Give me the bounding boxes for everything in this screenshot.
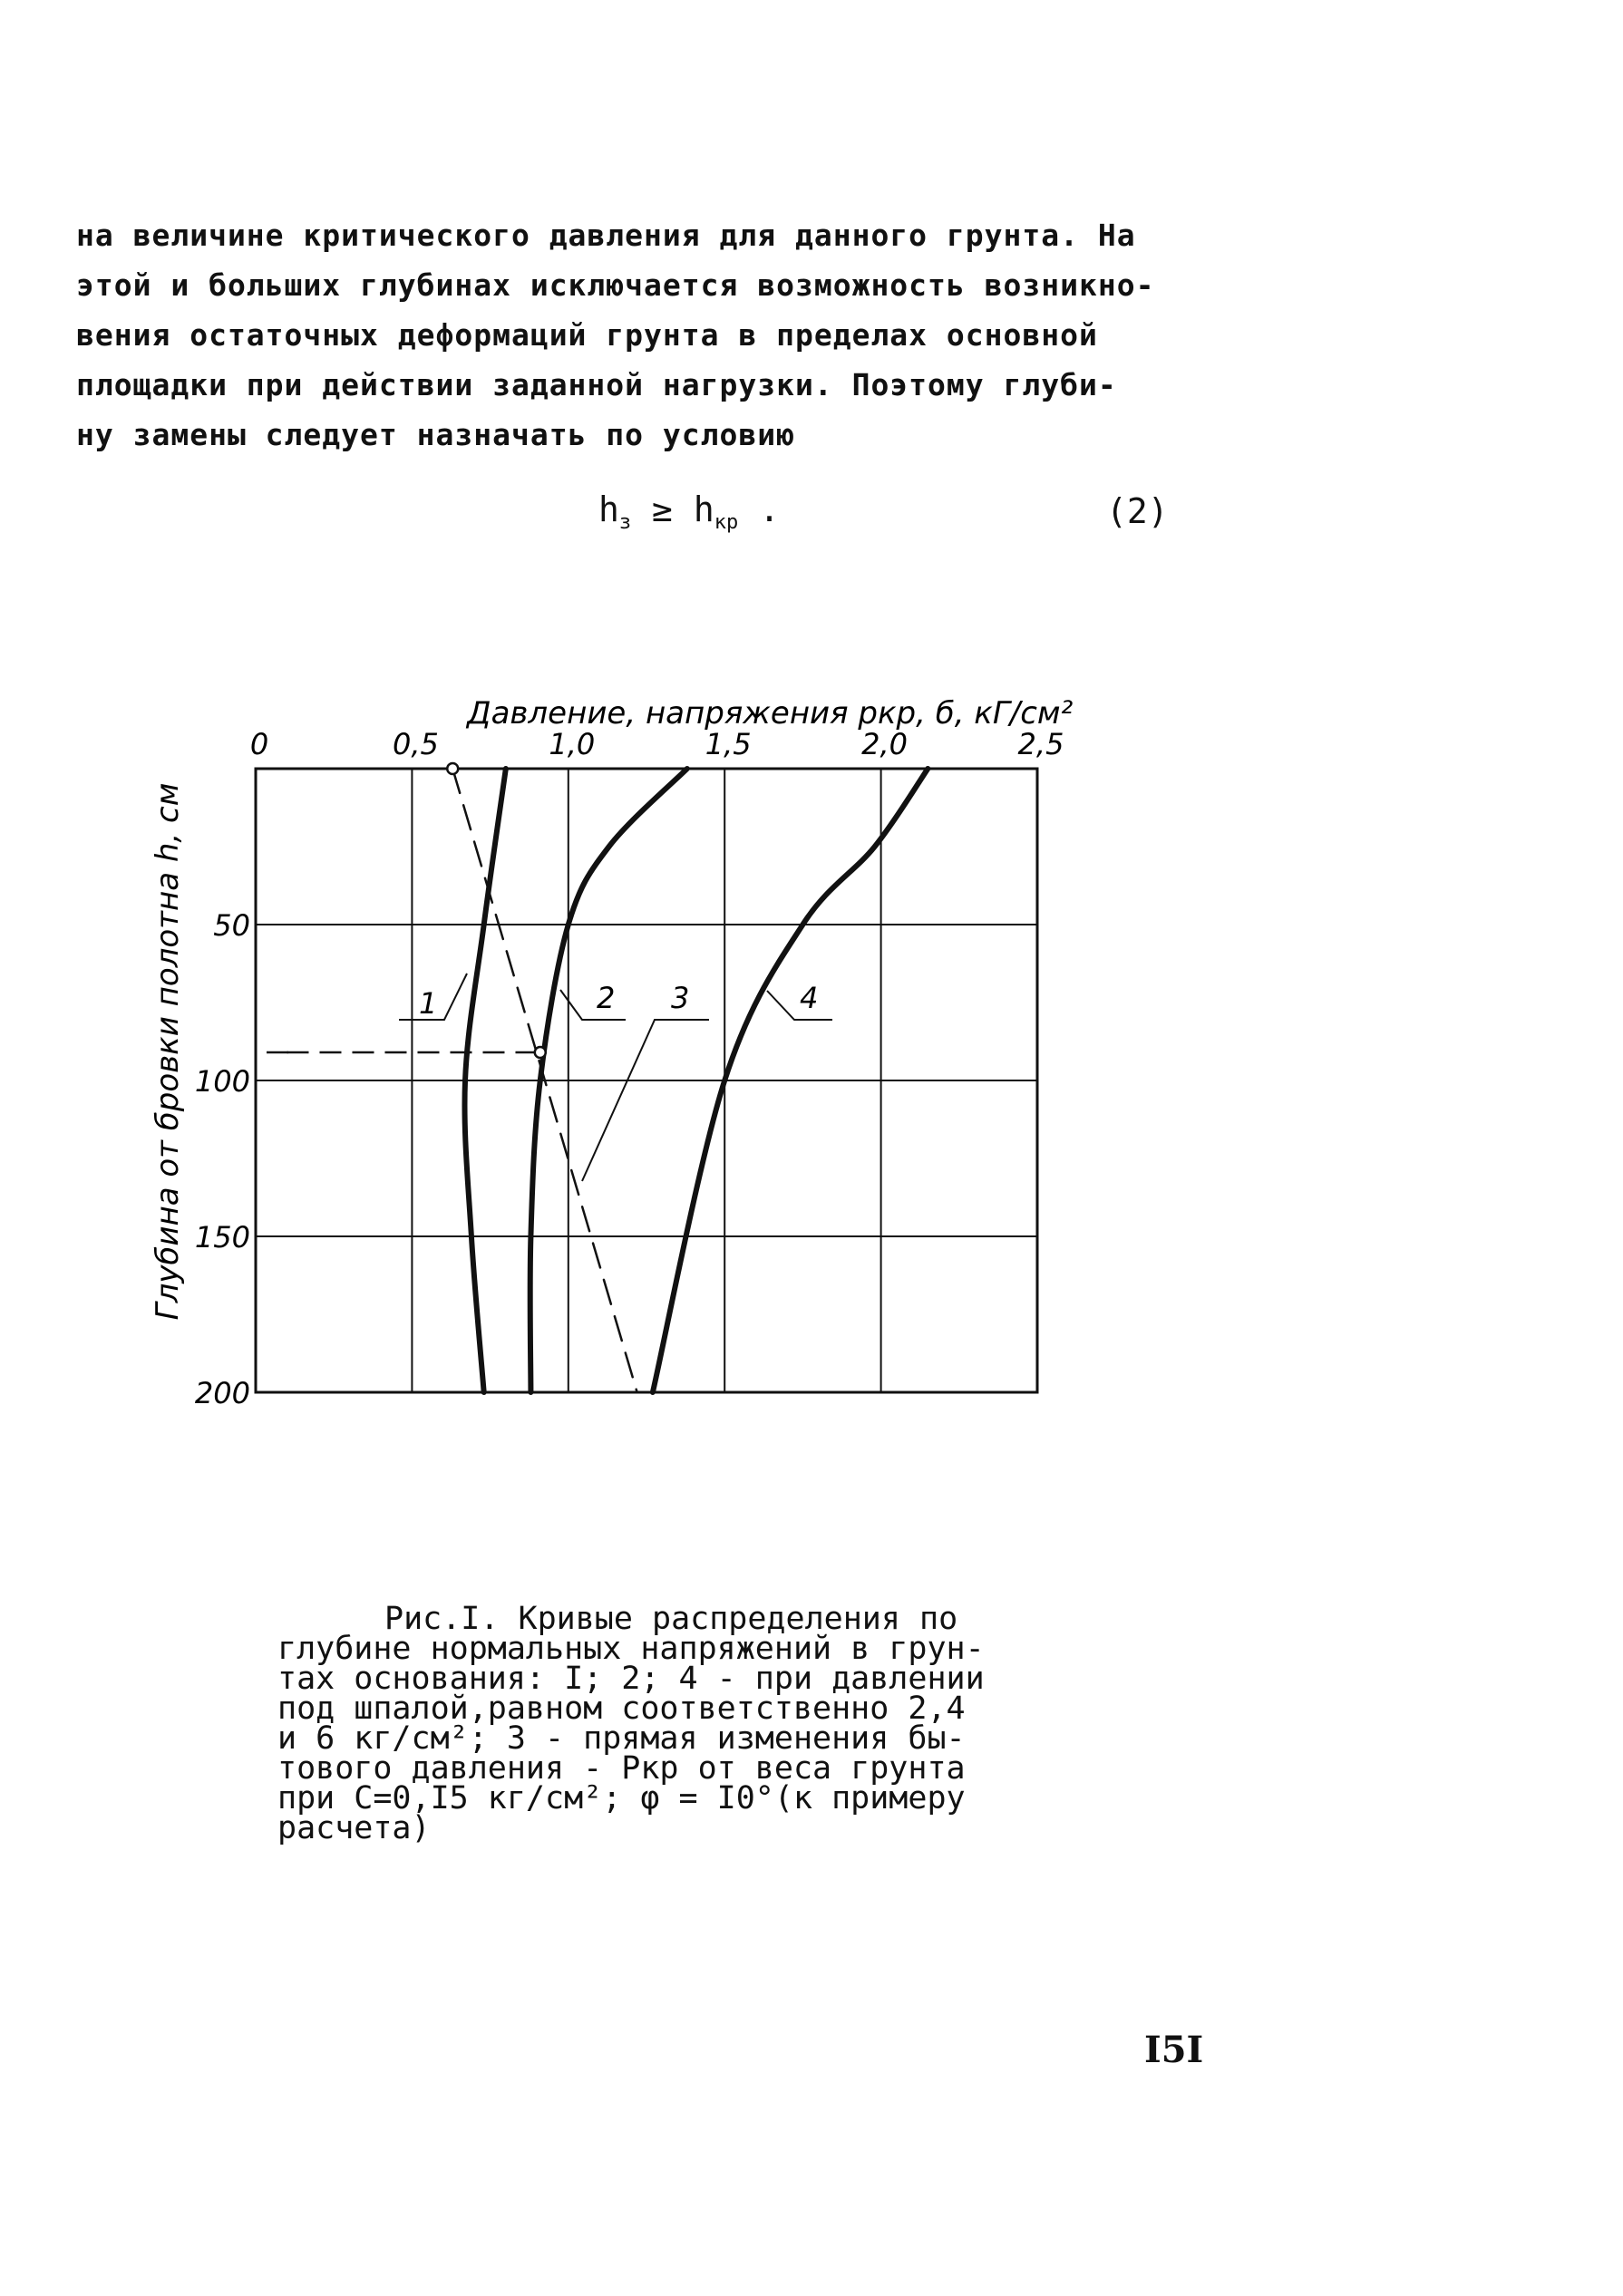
formula-relation: ≥ [652, 489, 673, 529]
formula-rhs-subscript: кр [714, 511, 739, 534]
series-2-leader [560, 990, 626, 1020]
y-tick-label: 200 [194, 1376, 250, 1410]
body-line: ну замены следует назначать по условию [76, 417, 795, 452]
series-3-leader [582, 1020, 709, 1181]
series-3-label: 3 [671, 981, 690, 1015]
formula-tail: . [738, 489, 780, 529]
caption-line: при C=0,I5 кг/см²; φ = I0°(к примеру [277, 1780, 966, 1816]
formula-rhs: h [693, 489, 714, 529]
x-tick-label: 0 [249, 727, 269, 761]
body-line: площадки при действии заданной нагрузки. Поэтому глуби- [76, 367, 1117, 402]
y-tick-label: 50 [213, 908, 250, 943]
series-1-label: 1 [419, 986, 438, 1021]
y-axis-label: Глубина от бровки полотна h, см [150, 782, 186, 1321]
caption-line: Рис.I. Кривые распределения по [384, 1601, 958, 1637]
formula-lhs: h [598, 489, 619, 529]
curve-marker [447, 763, 458, 774]
x-tick-label: 2,5 [1017, 727, 1064, 761]
figure-caption [277, 1601, 1093, 1846]
markers-layer [447, 763, 546, 1058]
depth-stress-chart [0, 662, 1623, 1496]
body-line: вения остаточных деформаций грунта в пределах основной [76, 317, 1098, 353]
x-tick-label: 2,0 [861, 727, 909, 761]
series-4-label: 4 [800, 981, 819, 1015]
formula [598, 489, 780, 534]
y-tick-labels [195, 908, 250, 1410]
curve-marker [535, 1047, 546, 1058]
x-tick-label: 0,5 [392, 727, 439, 761]
caption-line: тового давления - Pкр от веса грунта [277, 1750, 966, 1787]
caption-line: тах основания: I; 2; 4 - при давлении [277, 1661, 985, 1697]
formula-lhs-subscript: з [618, 511, 632, 534]
body-line: на величине критического давления для данного грунта. На [76, 218, 1136, 253]
x-tick-labels [250, 727, 1064, 761]
equation-number: (2) [1106, 491, 1169, 531]
caption-line: расчета) [277, 1810, 431, 1846]
caption-line: под шпалой,равном соответственно 2,4 [277, 1691, 966, 1727]
caption-line: и 6 кг/см²; 3 - прямая изменения бы- [277, 1720, 966, 1757]
caption-line: глубине нормальных напряжений в грун- [277, 1631, 985, 1667]
series-2-label: 2 [597, 981, 616, 1015]
x-tick-label: 1,0 [549, 727, 596, 761]
body-paragraph [76, 210, 1255, 460]
x-tick-label: 1,5 [705, 727, 752, 761]
y-tick-label: 100 [194, 1064, 250, 1099]
page-number: I5I [1144, 2029, 1204, 2071]
grid [256, 769, 1037, 1392]
body-line: этой и больших глубинах исключается возможность возникно- [76, 267, 1155, 303]
y-tick-label: 150 [194, 1220, 250, 1255]
x-axis-label: Давление, напряжения pкр, б, кГ/см² [467, 695, 1074, 731]
plot-area [256, 763, 1037, 1392]
